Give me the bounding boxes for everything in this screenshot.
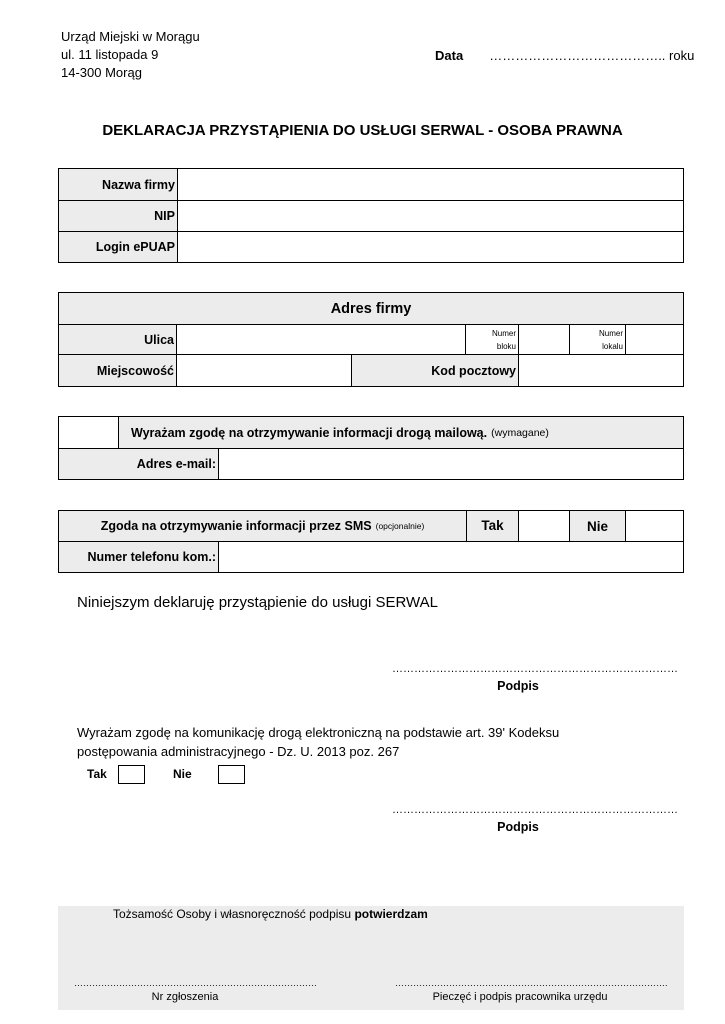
block-number-label: [465, 324, 519, 355]
phone-field[interactable]: [218, 541, 684, 573]
electronic-consent-text: [77, 723, 637, 761]
postal-code-label: Kod pocztowy: [351, 354, 519, 387]
office-address: [61, 28, 200, 82]
electronic-consent-line-2: postępowania administracyjnego - Dz. U. 2013 poz. 267: [77, 744, 400, 759]
declaration-text: Niniejszym deklaruję przystąpienie do usługi SERWAL: [77, 594, 438, 611]
nip-field[interactable]: [177, 200, 684, 232]
signature-label-1: Podpis: [497, 679, 539, 693]
epuap-field[interactable]: [177, 231, 684, 263]
city-field[interactable]: [176, 354, 352, 387]
block-number-field[interactable]: [518, 324, 570, 355]
sms-consent-text: Zgoda na otrzymywanie informacji przez SMS: [100, 519, 372, 533]
electronic-yes-label: Tak: [87, 767, 107, 781]
email-consent-text: Wyrażam zgodę na otrzymywanie informacji drogą mailową.: [131, 425, 488, 440]
electronic-yes-checkbox[interactable]: [118, 765, 145, 784]
company-name-field[interactable]: [177, 168, 684, 201]
sms-consent-note: (opcjonalnie): [375, 521, 425, 531]
office-city: 14-300 Morąg: [61, 65, 142, 80]
registration-number-line[interactable]: ………………………………………………………………………: [74, 978, 317, 988]
email-address-label: Adres e-mail:: [58, 448, 219, 480]
unit-number-label-1: Numer: [598, 328, 623, 338]
company-name-label: Nazwa firmy: [58, 168, 178, 201]
officer-stamp-label: Pieczęć i podpis pracownika urzędu: [432, 991, 608, 1003]
registration-number-label: Nr zgłoszenia: [151, 991, 219, 1003]
office-name: Urząd Miejski w Morągu: [61, 29, 200, 44]
sms-yes-checkbox[interactable]: [518, 510, 570, 542]
electronic-no-checkbox[interactable]: [218, 765, 245, 784]
email-address-field[interactable]: [218, 448, 684, 480]
street-field[interactable]: [176, 324, 466, 355]
sms-no-checkbox[interactable]: [625, 510, 684, 542]
confirmation-text-bold: potwierdzam: [354, 907, 428, 921]
office-street: ul. 11 listopada 9: [61, 47, 159, 62]
unit-number-label: [569, 324, 626, 355]
email-consent-note: (wymagane): [491, 426, 549, 439]
date-label: Data: [435, 48, 464, 63]
sms-consent-label: [58, 510, 467, 542]
electronic-consent-line-1: Wyrażam zgodę na komunikację drogą elektroniczną na podstawie art. 39' Kodeksu: [77, 725, 560, 740]
epuap-label: Login ePUAP: [58, 231, 178, 263]
sms-no-label: Nie: [569, 510, 626, 542]
date-line: [435, 48, 694, 63]
city-label: Miejscowość: [58, 354, 177, 387]
electronic-no-label: Nie: [173, 767, 192, 781]
block-number-label-2: bloku: [496, 341, 516, 351]
unit-number-label-2: lokalu: [602, 341, 623, 351]
page-title: DEKLARACJA PRZYSTĄPIENIA DO USŁUGI SERWAL - OSOBA PRAWNA: [102, 122, 623, 139]
confirmation-text-normal: Tożsamość Osoby i własnoręczność podpisu: [113, 907, 352, 921]
block-number-label-1: Numer: [491, 328, 516, 338]
signature-line-2[interactable]: ……………………………………………………………………: [392, 804, 678, 816]
unit-number-field[interactable]: [625, 324, 684, 355]
date-field[interactable]: ………………………………….. roku: [489, 48, 695, 63]
street-label: Ulica: [58, 324, 177, 355]
signature-line-1[interactable]: ……………………………………………………………………: [392, 663, 678, 675]
sms-yes-label: Tak: [466, 510, 519, 542]
confirmation-text: [113, 907, 428, 921]
postal-code-field[interactable]: [518, 354, 684, 387]
email-consent-label: [118, 416, 684, 449]
officer-signature-line[interactable]: ……………………………………………………………………………….: [395, 978, 668, 988]
address-heading: Adres firmy: [58, 292, 684, 325]
phone-label: Numer telefonu kom.:: [58, 541, 219, 573]
nip-label: NIP: [58, 200, 178, 232]
signature-label-2: Podpis: [497, 820, 539, 834]
email-consent-checkbox[interactable]: [58, 416, 119, 449]
